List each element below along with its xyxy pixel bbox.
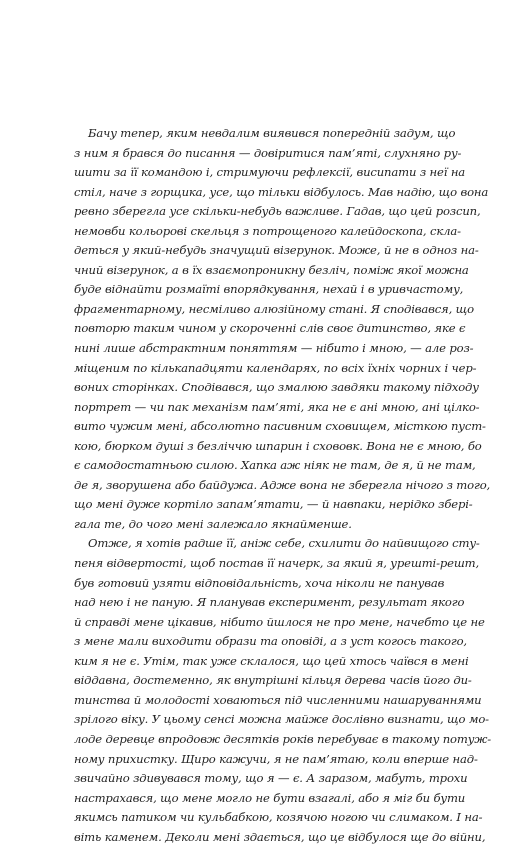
text-line: буде віднайти розмаїті впорядкування, нехай і в уривчастому, — [74, 282, 464, 297]
text-line: з ним я брався до писання — довіритися пам’яті, слухняно ру- — [74, 145, 462, 160]
text-line: ревно зберегла усе скільки-небудь важливе. Гадав, що цей розсип, — [74, 204, 481, 219]
text-line: ному прихистку. Щиро кажучи, я не пам’ятаю, коли вперше над- — [74, 751, 478, 766]
text-line: Отже, я хотів радше її, аніж себе, схилити до найвищого сту- — [88, 536, 480, 551]
text-line: гала те, до чого мені залежало якнайменше. — [74, 516, 352, 531]
text-line: повторю таким чином у скороченні слів своє дитинство, яке є — [74, 321, 466, 336]
text-line: стіл, наче з горщика, усе, що тільки відбулось. Мав надію, що вона — [74, 184, 489, 199]
text-line: лоде деревце впродовж десятків років перебуває в такому потуж- — [74, 731, 492, 746]
text-line: з мене мали виходити образи та оповіді, а з уст когось такого, — [74, 634, 467, 649]
text-line: Бачу тепер, яким невдалим виявився попередній задум, що — [88, 126, 456, 140]
text-line: чний візерунок, а в їх взаємопроникну безліч, поміж якої можна — [74, 262, 469, 277]
text-line: якимсь патиком чи кульбабкою, козячою ногою чи слимаком. І на- — [74, 810, 483, 825]
text-line: тинства й молодості ховаються під численними нашаруваннями — [74, 692, 482, 707]
text-line: пеня відвертості, щоб постав її начерк, за який я, урешті-решт, — [74, 556, 480, 571]
text-line: нині лише абстрактним поняттям — нібито і мною, — але роз- — [74, 341, 474, 356]
text-line: що мені дуже кортіло запам’ятати, — й навпаки, нерідко збері- — [74, 497, 473, 512]
text-line: звичайно здивувався тому, що я — є. А заразом, мабуть, трохи — [74, 771, 468, 786]
text-line: віть каменем. Деколи мені здається, що це відбулося ще до війни, — [74, 829, 486, 844]
paragraph-1 — [74, 124, 491, 534]
text-line: фрагментарному, несміливо алюзійному стані. Я сподівався, що — [74, 301, 474, 316]
text-line: над нею і не паную. Я планував експеримент, результат якого — [74, 595, 465, 610]
text-line: воних сторінках. Сподівався, що змалюю завдяки такому підходу — [74, 380, 479, 395]
paragraph-2 — [74, 534, 492, 847]
text-line: немовби кольорові скельця з потрощеного калейдоскопа, скла- — [74, 223, 461, 238]
text-line: деться у який-небудь значущий візерунок. Може, й не в одноз на- — [74, 243, 479, 258]
text-line: й справді мене цікавив, нібито йшлося не про мене, начебто це не — [74, 614, 485, 629]
text-line: вито чужим мені, абсолютно пасивним сховищем, місткою пуст- — [74, 419, 486, 434]
text-line: настрахався, що мене могло не бути взагалі, або я міг би бути — [74, 790, 466, 805]
text-line: був готовий узяти відповідальність, хоча ніколи не панував — [74, 575, 445, 590]
text-line: віддавна, достеменно, як внутрішні кільця дерева часів його ди- — [74, 673, 472, 688]
text-line: шити за її командою і, стримуючи рефлексії, висипати з неї на — [74, 165, 466, 180]
text-line: є самодостатньою силою. Хапка аж ніяк не там, де я, й не там, — [74, 458, 476, 473]
text-line: зрілого віку. У цьому сенсі можна майже дослівно визнати, що мо- — [74, 712, 489, 727]
text-line: міщеним по кількanaдцяти календарях, по всіх їхніх чорних і чер- — [74, 360, 477, 375]
text-line: де я, зворушена або байдужа. Адже вона не зберегла нічого з того, — [74, 477, 491, 492]
text-line: кою, бюрком душі з безліччю шпарин і схововк. Вона не є мною, бо — [74, 438, 482, 453]
text-line: портрет — чи пак механізм пам’яті, яка не є ані мною, ані цілко- — [74, 399, 480, 414]
body-text — [74, 124, 492, 847]
text-line: ким я не є. Утім, так уже склалося, що цей хтось чаївся в мені — [74, 653, 469, 668]
